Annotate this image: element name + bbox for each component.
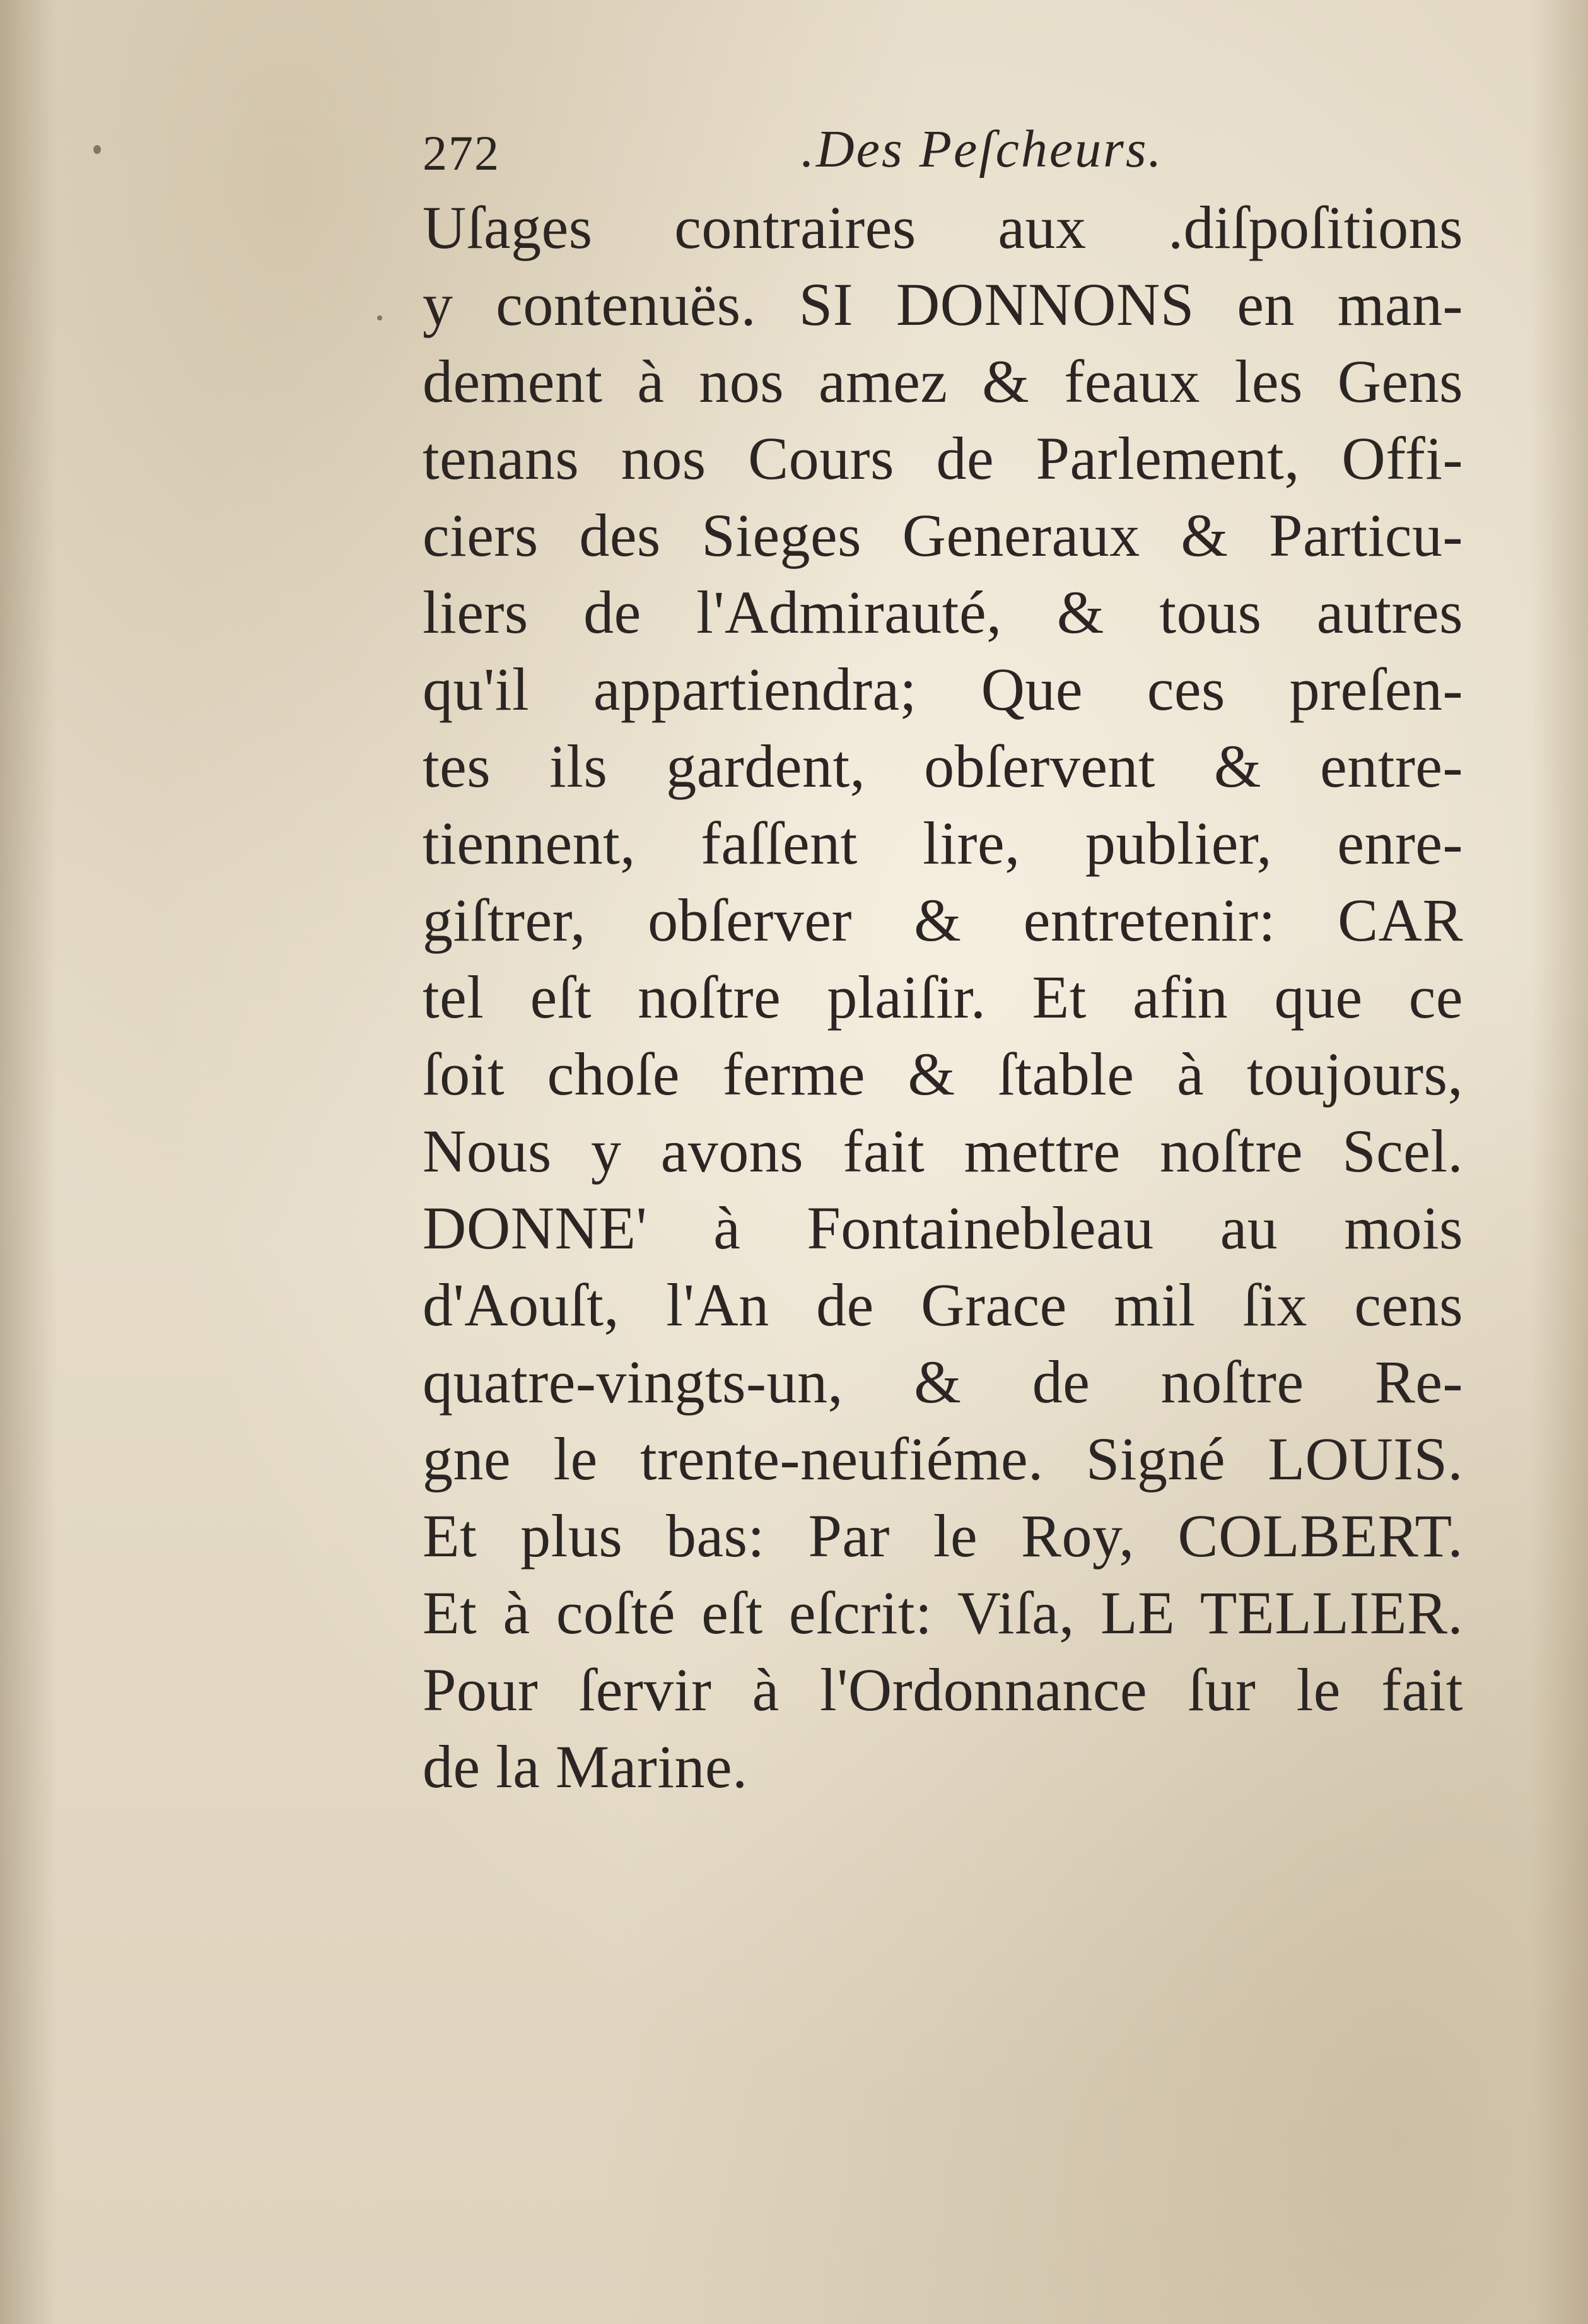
text-line: Et plus bas: Par le Roy, COLBERT.: [423, 1502, 1463, 1570]
page-header: [423, 119, 1463, 188]
text-line: tes ils gardent, obſervent & entre-: [423, 732, 1463, 800]
text-line: y contenuës. SI DONNONS en man-: [423, 271, 1463, 338]
page-left-edge-shadow: [0, 0, 57, 2324]
running-head: .Des Peſcheurs.: [801, 120, 1164, 179]
text-line: tenans nos Cours de Parlement, Offi-: [423, 425, 1463, 492]
ink-spot: [93, 145, 101, 154]
text-line: Et à coſté eſt eſcrit: Viſa, LE TELLIER.: [423, 1579, 1463, 1646]
text-line: d'Aouſt, l'An de Grace mil ſix cens: [423, 1271, 1463, 1339]
text-line: gne le trente-neufiéme. Signé LOUIS.: [423, 1425, 1463, 1493]
ink-spot: [377, 315, 382, 320]
text-line: dement à nos amez & feaux les Gens: [423, 348, 1463, 415]
text-line: ciers des Sieges Generaux & Particu-: [423, 502, 1463, 569]
page-number: 272: [423, 126, 500, 180]
text-line: Nous y avons fait mettre noſtre Scel.: [423, 1117, 1463, 1185]
text-line: de la Marine.: [423, 1733, 748, 1800]
text-line: Pour ſervir à l'Ordonnance ſur le fait: [423, 1656, 1463, 1723]
text-line: tiennent, faſſent lire, publier, enre-: [423, 809, 1463, 877]
text-line: tel eſt noſtre plaiſir. Et afin que ce: [423, 963, 1463, 1031]
text-line: Uſages contraires aux .diſpoſitions: [423, 194, 1463, 261]
text-line: DONNE' à Fontainebleau au mois: [423, 1194, 1463, 1262]
text-line: liers de l'Admirauté, & tous autres: [423, 578, 1463, 646]
text-line: ſoit choſe ferme & ſtable à toujours,: [423, 1040, 1463, 1108]
text-line: giſtrer, obſerver & entretenir: CAR: [423, 886, 1463, 954]
body-text: [423, 189, 1463, 1805]
text-line: quatre-vingts-un, & de noſtre Re-: [423, 1348, 1463, 1416]
text-line: qu'il appartiendra; Que ces preſen-: [423, 655, 1463, 723]
page-right-edge-shadow: [1531, 0, 1588, 2324]
